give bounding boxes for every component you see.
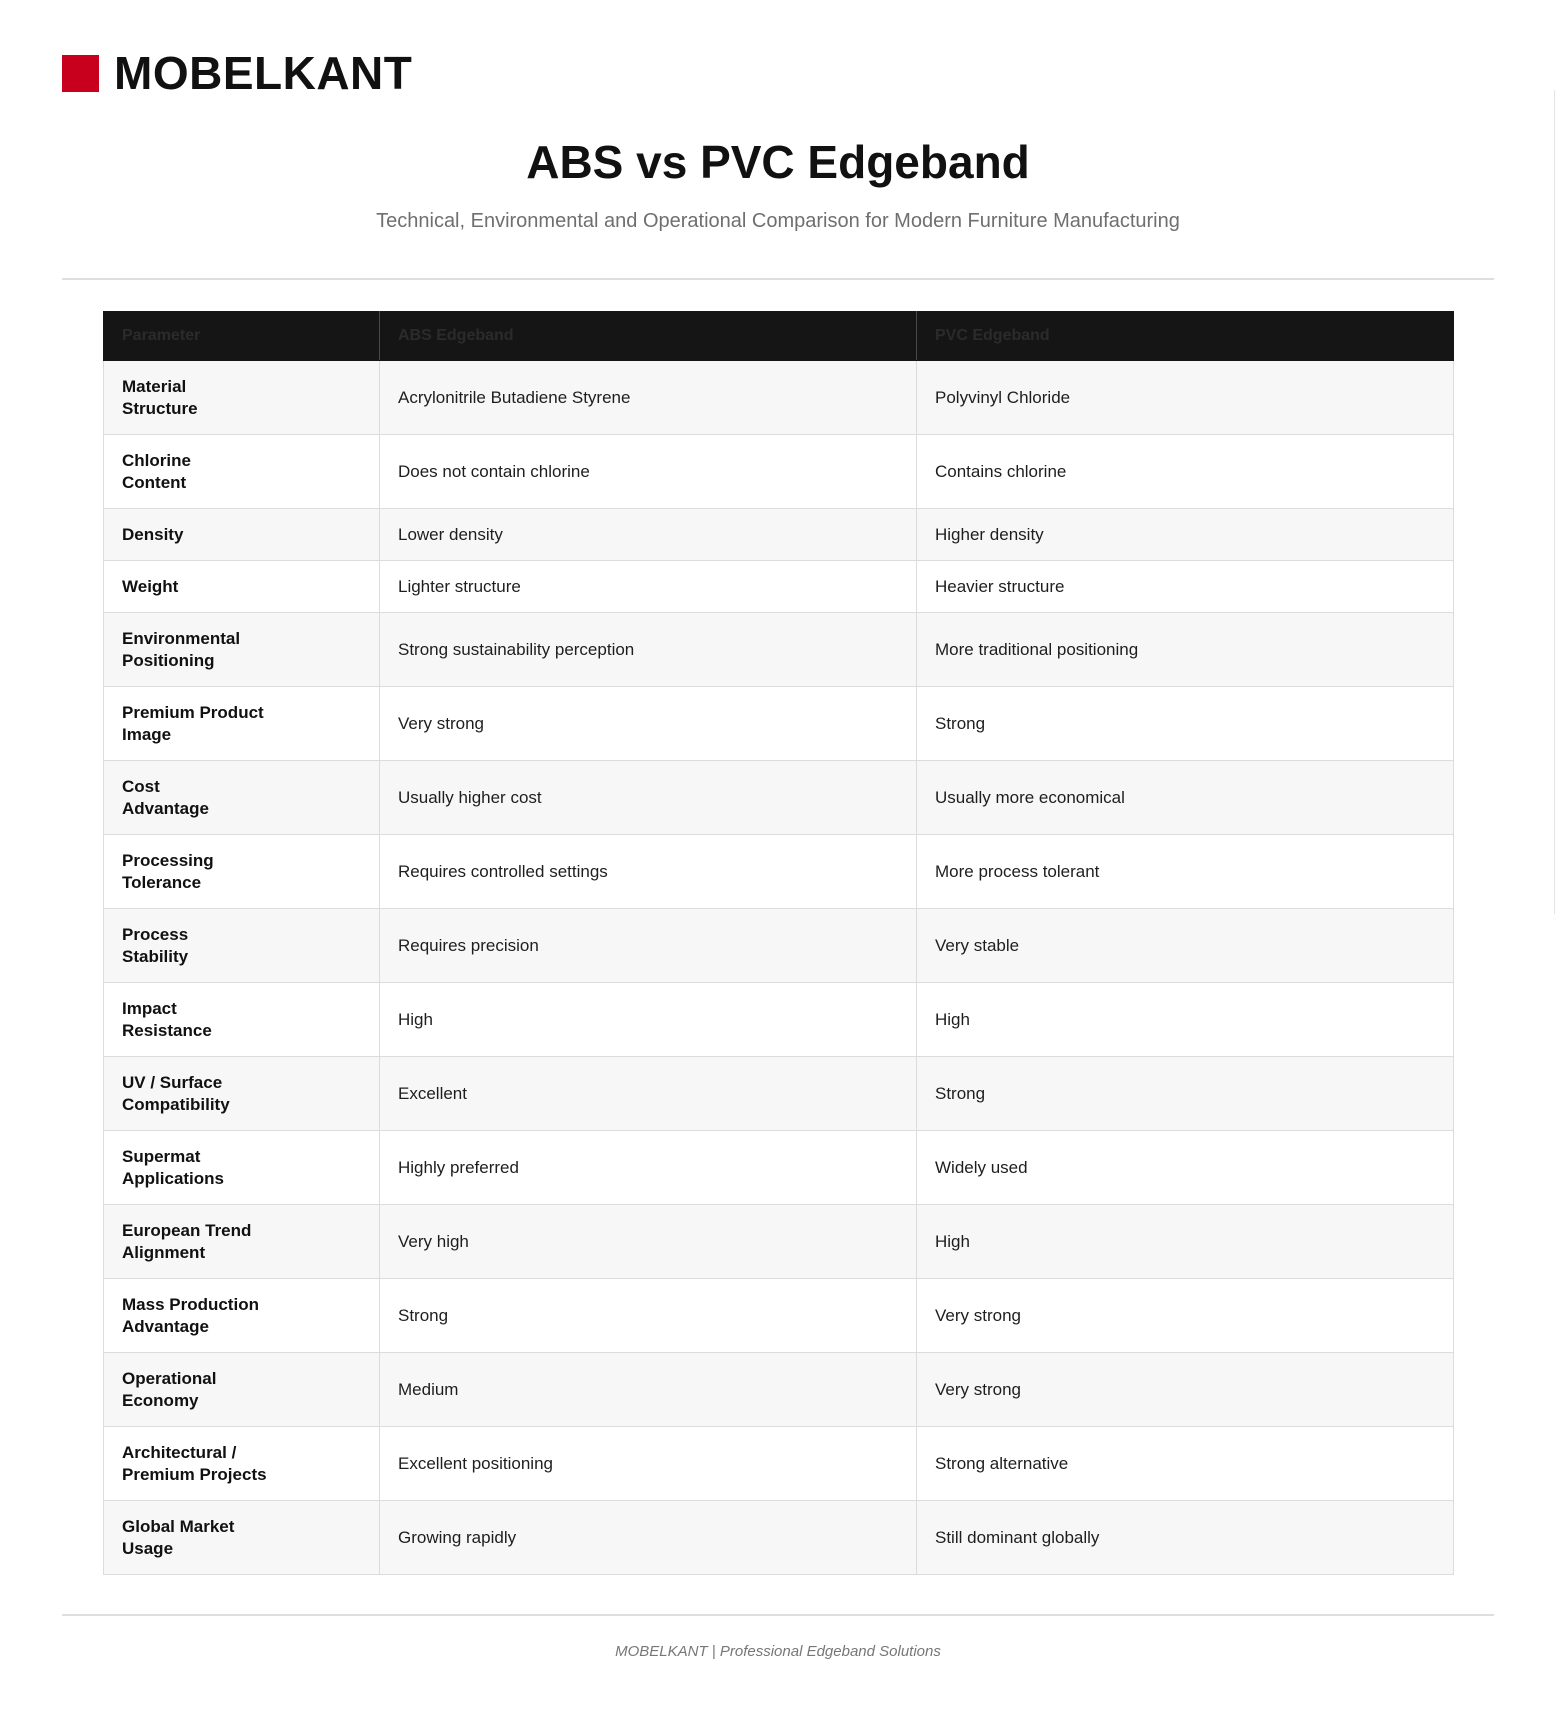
table-row [104, 1501, 1454, 1575]
abs-value-cell: Lower density [380, 509, 917, 561]
param-label-line: Operational [122, 1368, 217, 1388]
param-label-line: Environmental [122, 628, 241, 648]
param-label-line: Tolerance [122, 872, 202, 892]
param-cell [104, 1353, 380, 1427]
param-label-line: Advantage [122, 798, 209, 818]
param-label-line: Architectural / [122, 1442, 237, 1462]
pvc-value-cell: Strong [917, 687, 1454, 761]
bottom-divider [62, 1614, 1494, 1616]
comparison-table [103, 311, 1454, 1575]
pvc-value-cell: Still dominant globally [917, 1501, 1454, 1575]
pvc-value-cell: Widely used [917, 1131, 1454, 1205]
param-label-line: Global Market [122, 1516, 235, 1536]
pvc-value-cell: Polyvinyl Chloride [917, 361, 1454, 435]
abs-value-cell: Growing rapidly [380, 1501, 917, 1575]
param-label-line: Economy [122, 1390, 199, 1410]
param-cell [104, 435, 380, 509]
page-subtitle: Technical, Environmental and Operational Comparison for Modern Furniture Manufacturing [376, 210, 1180, 232]
param-label-line: Supermat [122, 1146, 201, 1166]
pvc-value-cell: Very strong [917, 1353, 1454, 1427]
abs-value-cell: Strong [380, 1279, 917, 1353]
table-row [104, 613, 1454, 687]
abs-value-cell: Lighter structure [380, 561, 917, 613]
table-body [104, 361, 1454, 1575]
param-label-line: Processing [122, 850, 214, 870]
param-cell [104, 613, 380, 687]
table-row [104, 1131, 1454, 1205]
param-label-line: Process [122, 924, 189, 944]
pvc-value-cell: More process tolerant [917, 835, 1454, 909]
abs-value-cell: Very high [380, 1205, 917, 1279]
pvc-value-cell: Heavier structure [917, 561, 1454, 613]
param-label-line: Image [122, 724, 172, 744]
pvc-value-cell: Contains chlorine [917, 435, 1454, 509]
pvc-value-cell: Strong [917, 1057, 1454, 1131]
table-row [104, 1057, 1454, 1131]
abs-value-cell: Highly preferred [380, 1131, 917, 1205]
abs-value-cell: Usually higher cost [380, 761, 917, 835]
table-row [104, 1427, 1454, 1501]
table-row [104, 761, 1454, 835]
table-row [104, 687, 1454, 761]
table-row [104, 509, 1454, 561]
param-label-line: Compatibility [122, 1094, 230, 1114]
table-row [104, 835, 1454, 909]
logo-square-icon [62, 55, 99, 92]
table-row [104, 1353, 1454, 1427]
pvc-value-cell: High [917, 1205, 1454, 1279]
param-cell [104, 687, 380, 761]
table-row [104, 561, 1454, 613]
param-label-line: Density [122, 524, 184, 544]
brand-logo [62, 47, 413, 99]
param-label-line: Material [122, 376, 187, 396]
param-label-line: Applications [122, 1168, 225, 1188]
param-label-line: Premium Projects [122, 1464, 267, 1484]
header-pvc: PVC Edgeband [917, 312, 1454, 361]
param-cell [104, 561, 380, 613]
abs-value-cell: Excellent positioning [380, 1427, 917, 1501]
table-row [104, 909, 1454, 983]
table-header-row [104, 312, 1454, 361]
abs-value-cell: Very strong [380, 687, 917, 761]
pvc-value-cell: Strong alternative [917, 1427, 1454, 1501]
param-cell [104, 1279, 380, 1353]
pvc-value-cell: High [917, 983, 1454, 1057]
param-label-line: Alignment [122, 1242, 206, 1262]
abs-value-cell: Strong sustainability perception [380, 613, 917, 687]
param-cell [104, 909, 380, 983]
param-cell [104, 1205, 380, 1279]
table-row [104, 361, 1454, 435]
param-cell [104, 1427, 380, 1501]
param-label-line: Positioning [122, 650, 215, 670]
abs-value-cell: Acrylonitrile Butadiene Styrene [380, 361, 917, 435]
table-row [104, 1279, 1454, 1353]
param-label-line: UV / Surface [122, 1072, 223, 1092]
param-cell [104, 1131, 380, 1205]
abs-value-cell: Requires controlled settings [380, 835, 917, 909]
param-cell [104, 1057, 380, 1131]
pvc-value-cell: Very strong [917, 1279, 1454, 1353]
pvc-value-cell: More traditional positioning [917, 613, 1454, 687]
param-cell [104, 761, 380, 835]
param-label-line: Impact [122, 998, 177, 1018]
param-label-line: Stability [122, 946, 189, 966]
param-label-line: Weight [122, 576, 179, 596]
top-divider [62, 278, 1494, 280]
table-row [104, 983, 1454, 1057]
param-label-line: Chlorine [122, 450, 191, 470]
param-label-line: European Trend [122, 1220, 252, 1240]
param-label-line: Premium Product [122, 702, 264, 722]
param-label-line: Cost [122, 776, 160, 796]
pvc-value-cell: Higher density [917, 509, 1454, 561]
param-label-line: Advantage [122, 1316, 209, 1336]
abs-value-cell: Excellent [380, 1057, 917, 1131]
param-label-line: Structure [122, 398, 198, 418]
abs-value-cell: Medium [380, 1353, 917, 1427]
param-cell [104, 983, 380, 1057]
pvc-value-cell: Very stable [917, 909, 1454, 983]
param-cell [104, 835, 380, 909]
brand-name: MOBELKANT [114, 47, 413, 99]
table-row [104, 1205, 1454, 1279]
abs-value-cell: High [380, 983, 917, 1057]
footer-text: MOBELKANT | Professional Edgeband Solutions [615, 1643, 941, 1660]
abs-value-cell: Does not contain chlorine [380, 435, 917, 509]
pvc-value-cell: Usually more economical [917, 761, 1454, 835]
header-abs: ABS Edgeband [380, 312, 917, 361]
table-row [104, 435, 1454, 509]
param-label-line: Mass Production [122, 1294, 259, 1314]
header-parameter: Parameter [104, 312, 380, 361]
param-label-line: Content [122, 472, 187, 492]
param-cell [104, 1501, 380, 1575]
param-cell [104, 361, 380, 435]
page-title: ABS vs PVC Edgeband [526, 136, 1030, 188]
param-label-line: Usage [122, 1538, 174, 1558]
param-label-line: Resistance [122, 1020, 212, 1040]
abs-value-cell: Requires precision [380, 909, 917, 983]
param-cell [104, 509, 380, 561]
